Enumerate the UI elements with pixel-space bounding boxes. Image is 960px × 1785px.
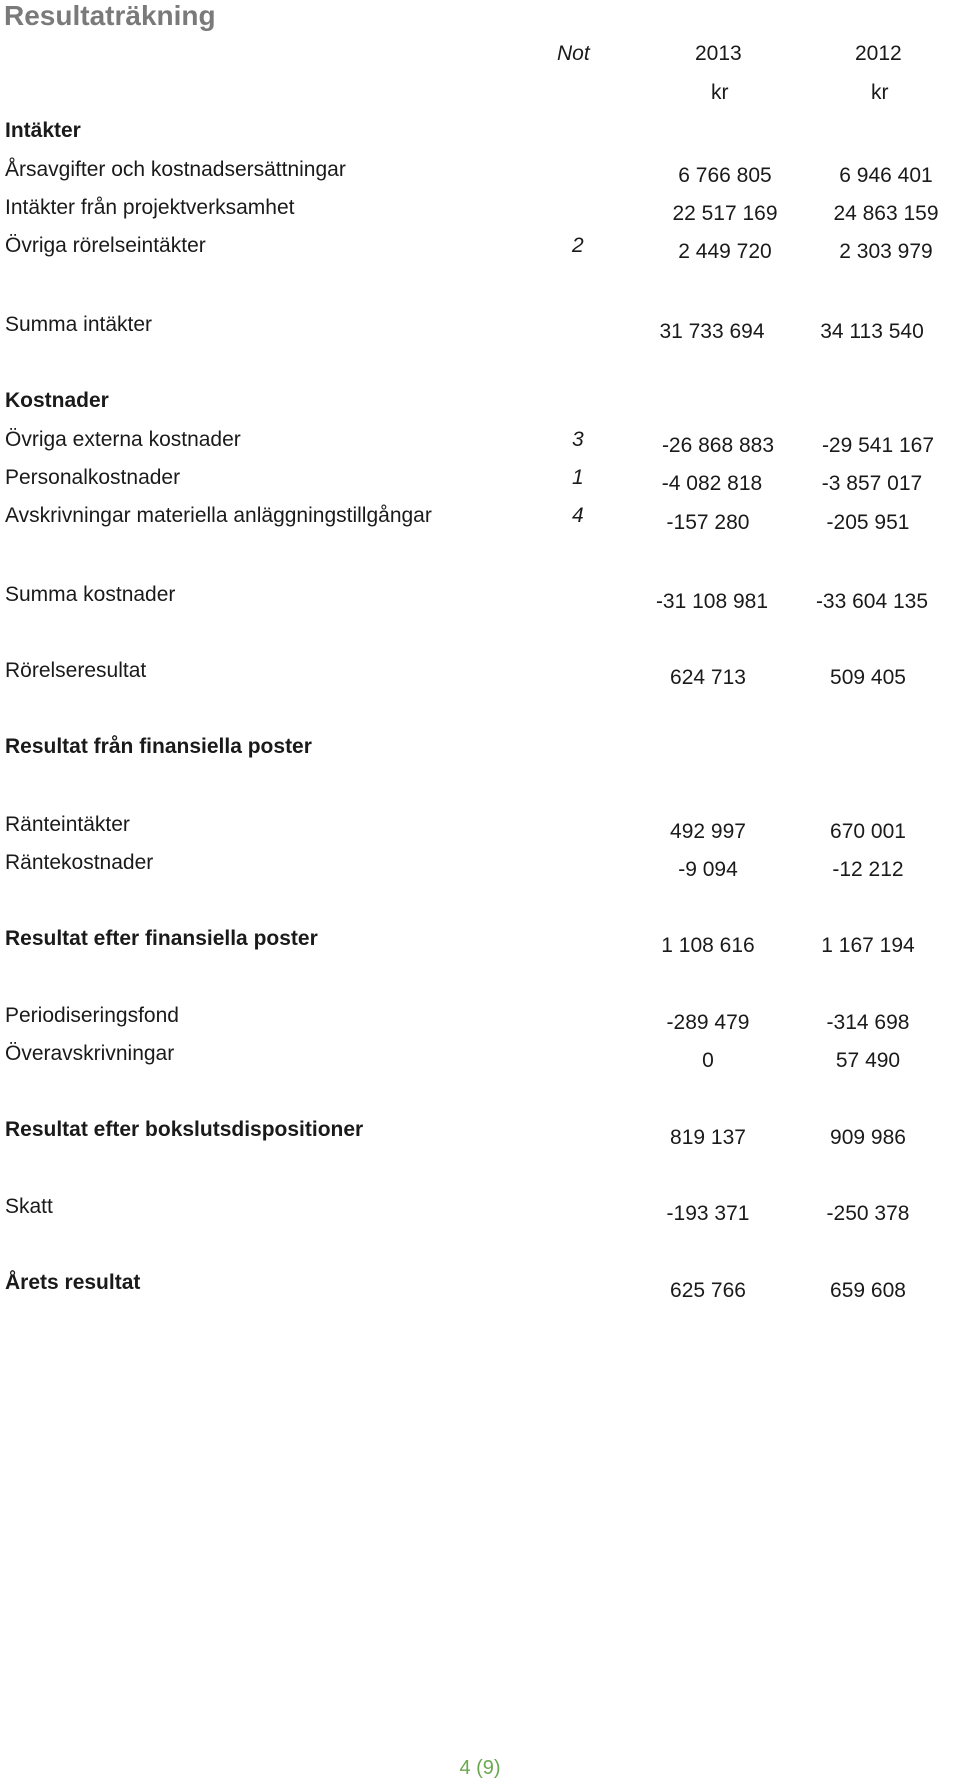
- row-value-2012: 1 167 194: [821, 934, 915, 957]
- unit-2013-header: kr: [711, 81, 729, 104]
- row-label: Kostnader: [5, 389, 109, 412]
- row-value-2012: -29 541 167: [821, 434, 935, 457]
- row-label: Resultat från finansiella poster: [5, 735, 312, 758]
- row-label: Personalkostnader: [5, 466, 181, 489]
- row-label: Årets resultat: [5, 1271, 141, 1294]
- row-value-2012: -33 604 135: [815, 590, 929, 613]
- row-value-2013: -289 479: [666, 1011, 750, 1034]
- row-label: Skatt: [5, 1195, 53, 1218]
- row-value-2012: -250 378: [826, 1202, 910, 1225]
- row-label: Avskrivningar materiella anläggningstillgångar: [5, 504, 432, 527]
- year-2012-header: 2012: [855, 42, 902, 65]
- row-value-2012: -12 212: [832, 858, 904, 881]
- page-number: 4 (9): [459, 1757, 501, 1779]
- row-value-2012: 2 303 979: [839, 240, 933, 263]
- note-column-header: Not: [557, 42, 590, 65]
- row-note: 3: [572, 428, 584, 451]
- row-value-2013: 624 713: [670, 666, 746, 689]
- row-label: Räntekostnader: [5, 851, 154, 874]
- row-note: 2: [572, 234, 584, 257]
- row-label: Summa kostnader: [5, 583, 176, 606]
- row-value-2012: -205 951: [826, 511, 910, 534]
- row-label: Överavskrivningar: [5, 1042, 175, 1065]
- row-value-2013: 0: [702, 1049, 714, 1072]
- row-label: Periodiseringsfond: [5, 1004, 179, 1027]
- row-label: Övriga rörelseintäkter: [5, 234, 206, 257]
- row-value-2013: 819 137: [670, 1126, 746, 1149]
- row-value-2013: -31 108 981: [655, 590, 769, 613]
- row-value-2012: 670 001: [830, 820, 906, 843]
- row-value-2012: 24 863 159: [833, 202, 939, 225]
- row-label: Resultat efter bokslutsdispositioner: [5, 1118, 364, 1141]
- row-note: 4: [572, 504, 584, 527]
- row-value-2013: 492 997: [670, 820, 746, 843]
- row-value-2012: 909 986: [830, 1126, 906, 1149]
- row-label: Intäkter: [5, 119, 81, 142]
- year-2013-header: 2013: [695, 42, 742, 65]
- row-value-2013: 2 449 720: [678, 240, 772, 263]
- row-value-2012: 57 490: [835, 1049, 901, 1072]
- row-value-2013: -193 371: [666, 1202, 750, 1225]
- row-label: Rörelseresultat: [5, 659, 147, 682]
- row-label: Intäkter från projektverksamhet: [5, 196, 295, 219]
- row-value-2013: 6 766 805: [678, 164, 772, 187]
- row-value-2012: -3 857 017: [821, 472, 923, 495]
- row-value-2012: 509 405: [830, 666, 906, 689]
- row-value-2013: 22 517 169: [672, 202, 778, 225]
- row-label: Resultat efter finansiella poster: [5, 927, 318, 950]
- page-title: Resultaträkning: [4, 0, 216, 31]
- row-label: Summa intäkter: [5, 313, 153, 336]
- row-value-2013: -26 868 883: [661, 434, 775, 457]
- row-label: Ränteintäkter: [5, 813, 130, 836]
- row-value-2013: -9 094: [678, 858, 738, 881]
- row-note: 1: [572, 466, 584, 489]
- row-value-2012: 34 113 540: [820, 320, 924, 343]
- row-label: Övriga externa kostnader: [5, 428, 241, 451]
- row-value-2013: 1 108 616: [661, 934, 755, 957]
- row-value-2013: 31 733 694: [659, 320, 765, 343]
- row-value-2012: -314 698: [826, 1011, 910, 1034]
- row-value-2013: -157 280: [666, 511, 750, 534]
- row-value-2012: 659 608: [830, 1279, 906, 1302]
- row-value-2013: 625 766: [670, 1279, 746, 1302]
- row-value-2013: -4 082 818: [661, 472, 763, 495]
- row-label: Årsavgifter och kostnadsersättningar: [5, 158, 346, 181]
- unit-2012-header: kr: [871, 81, 889, 104]
- row-value-2012: 6 946 401: [839, 164, 933, 187]
